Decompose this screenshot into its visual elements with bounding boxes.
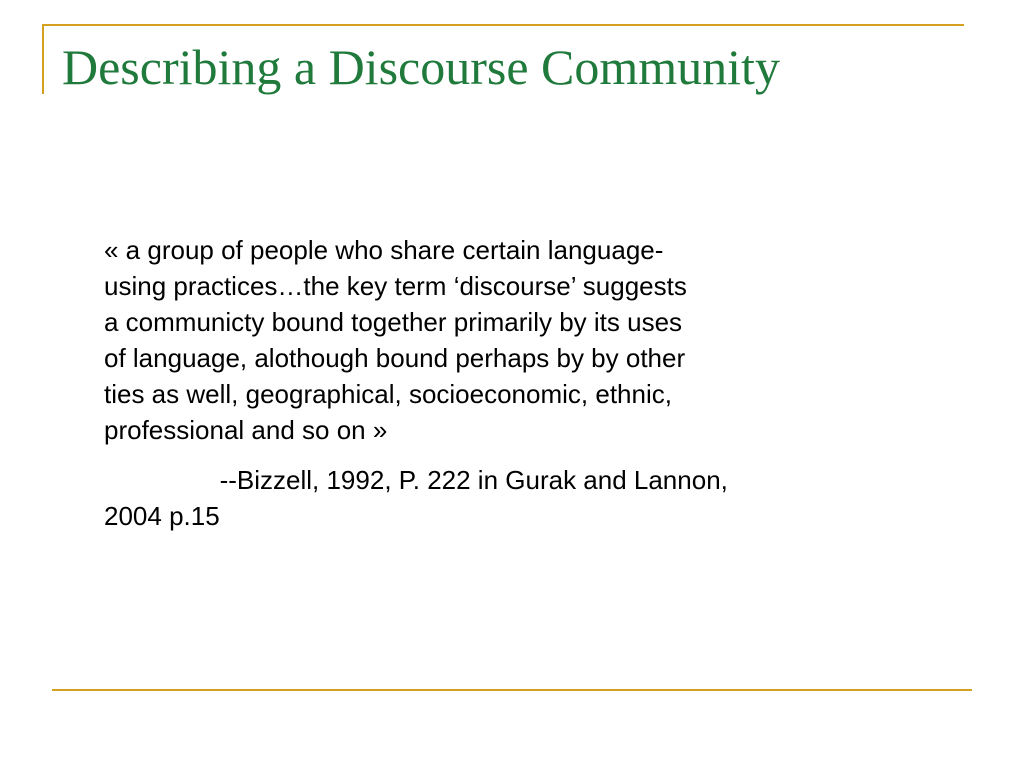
accent-line-vertical <box>42 24 44 94</box>
accent-line-bottom <box>52 689 972 691</box>
quote-citation: --Bizzell, 1992, P. 222 in Gurak and Lannon, 2004 p.15 <box>104 465 728 531</box>
slide-body <box>104 232 894 534</box>
slide-title: Describing a Discourse Community <box>62 39 780 95</box>
accent-line-top <box>42 24 964 26</box>
definition-quote: « a group of people who share certain language- using practices…the key term ‘discourse’ suggests a communicty bound together primarily by its uses of language, alothough bound perhaps by by other ties as well, geographical, socioeconomic, ethnic, professional and so on » <box>104 235 687 445</box>
